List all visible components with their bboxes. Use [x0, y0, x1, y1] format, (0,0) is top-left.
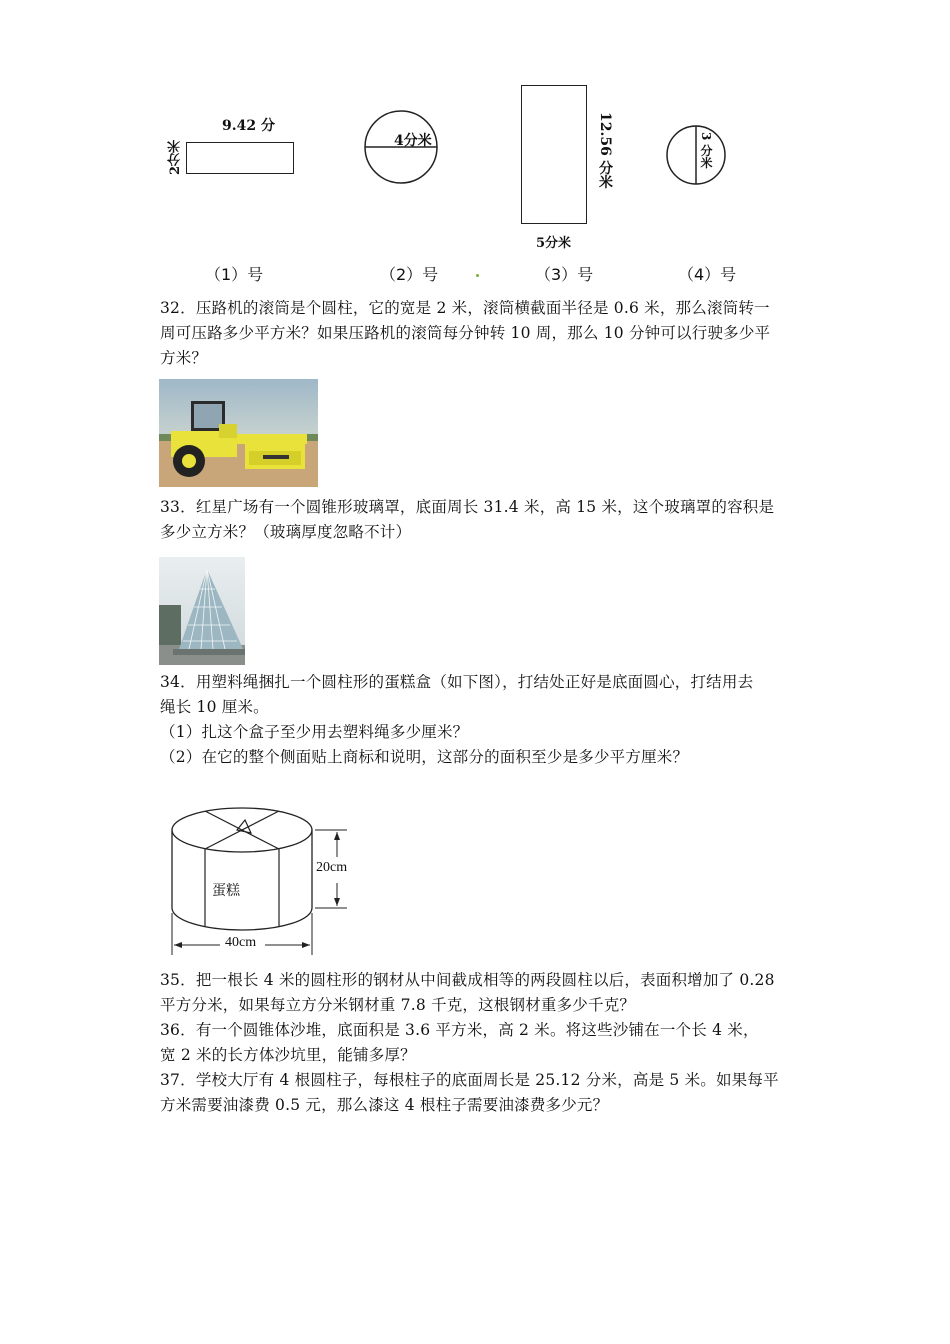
q32-line-2: 周可压路多少平方米？如果压路机的滚筒每分钟转 10 周，那么 10 分钟可以行驶多少平 [160, 324, 771, 342]
q37-line-1: 37．学校大厅有 4 根圆柱子，每根柱子的底面周长是 25.12 分米，高是 5 米。如果每平 [160, 1071, 779, 1089]
cake-cylinder [165, 805, 365, 960]
q36-line-2: 宽 2 米的长方体沙坑里，能铺多厚？ [160, 1046, 416, 1064]
fig1-height-label: 2分米 [168, 140, 183, 176]
fig2-caption: （2）号 [380, 265, 439, 284]
cake-label: 蛋糕 [212, 883, 240, 899]
fig2-diameter-label: 4分米 [394, 133, 432, 149]
fig1-caption: （1）号 [205, 265, 264, 284]
road-roller-image [159, 379, 318, 487]
q33-line-2: 多少立方米？（玻璃厚度忽略不计） [160, 523, 412, 541]
q34-line-1: 34．用塑料绳捆扎一个圆柱形的蛋糕盒（如下图），打结处正好是底面圆心，打结用去 [160, 673, 754, 691]
green-dot [476, 274, 479, 277]
fig3-height-label: 12.56 分米 [597, 112, 613, 189]
fig3-caption: （3）号 [535, 265, 594, 284]
q35-line-2: 平方分米，如果每立方分米钢材重 7.8 千克，这根钢材重多少千克？ [160, 996, 636, 1014]
q32-line-3: 方米？ [160, 349, 208, 367]
cake-height-label: 20cm [316, 860, 348, 875]
q36-line-1: 36．有一个圆锥体沙堆，底面积是 3.6 平方米，高 2 米。将这些沙铺在一个长 4 米， [160, 1021, 759, 1039]
q34-line-4: （2）在它的整个侧面贴上商标和说明，这部分的面积至少是多少平方厘米？ [160, 748, 689, 766]
q37-line-2: 方米需要油漆费 0.5 元，那么漆这 4 根柱子需要油漆费多少元？ [160, 1096, 609, 1114]
glass-cone-image [159, 557, 245, 665]
cake-diameter-label: 40cm [225, 935, 257, 950]
question-34 [160, 670, 800, 770]
fig4-diameter-label: 3 分米 [699, 132, 713, 169]
q34-line-3: （1）扎这个盒子至少用去塑料绳多少厘米？ [160, 723, 469, 741]
q32-line-1: 32．压路机的滚筒是个圆柱，它的宽是 2 米，滚筒横截面半径是 0.6 米，那么滚筒转一 [160, 299, 770, 317]
question-35 [160, 968, 800, 1018]
question-32 [160, 296, 800, 371]
q34-line-2: 绳长 10 厘米。 [160, 698, 269, 716]
question-37 [160, 1068, 800, 1118]
fig1-width-label: 9.42 分 [222, 118, 275, 134]
question-33 [160, 495, 800, 545]
fig1-rectangle [186, 142, 294, 174]
q33-line-1: 33．红星广场有一个圆锥形玻璃罩，底面周长 31.4 米，高 15 米，这个玻璃罩的容积是 [160, 498, 775, 516]
fig4-circle [665, 124, 727, 186]
fig4-caption: （4）号 [678, 265, 737, 284]
q35-line-1: 35．把一根长 4 米的圆柱形的钢材从中间截成相等的两段圆柱以后，表面积增加了 0.28 [160, 971, 775, 989]
question-36 [160, 1018, 800, 1068]
fig3-rectangle [521, 85, 587, 224]
fig3-width-label: 5分米 [536, 236, 572, 251]
